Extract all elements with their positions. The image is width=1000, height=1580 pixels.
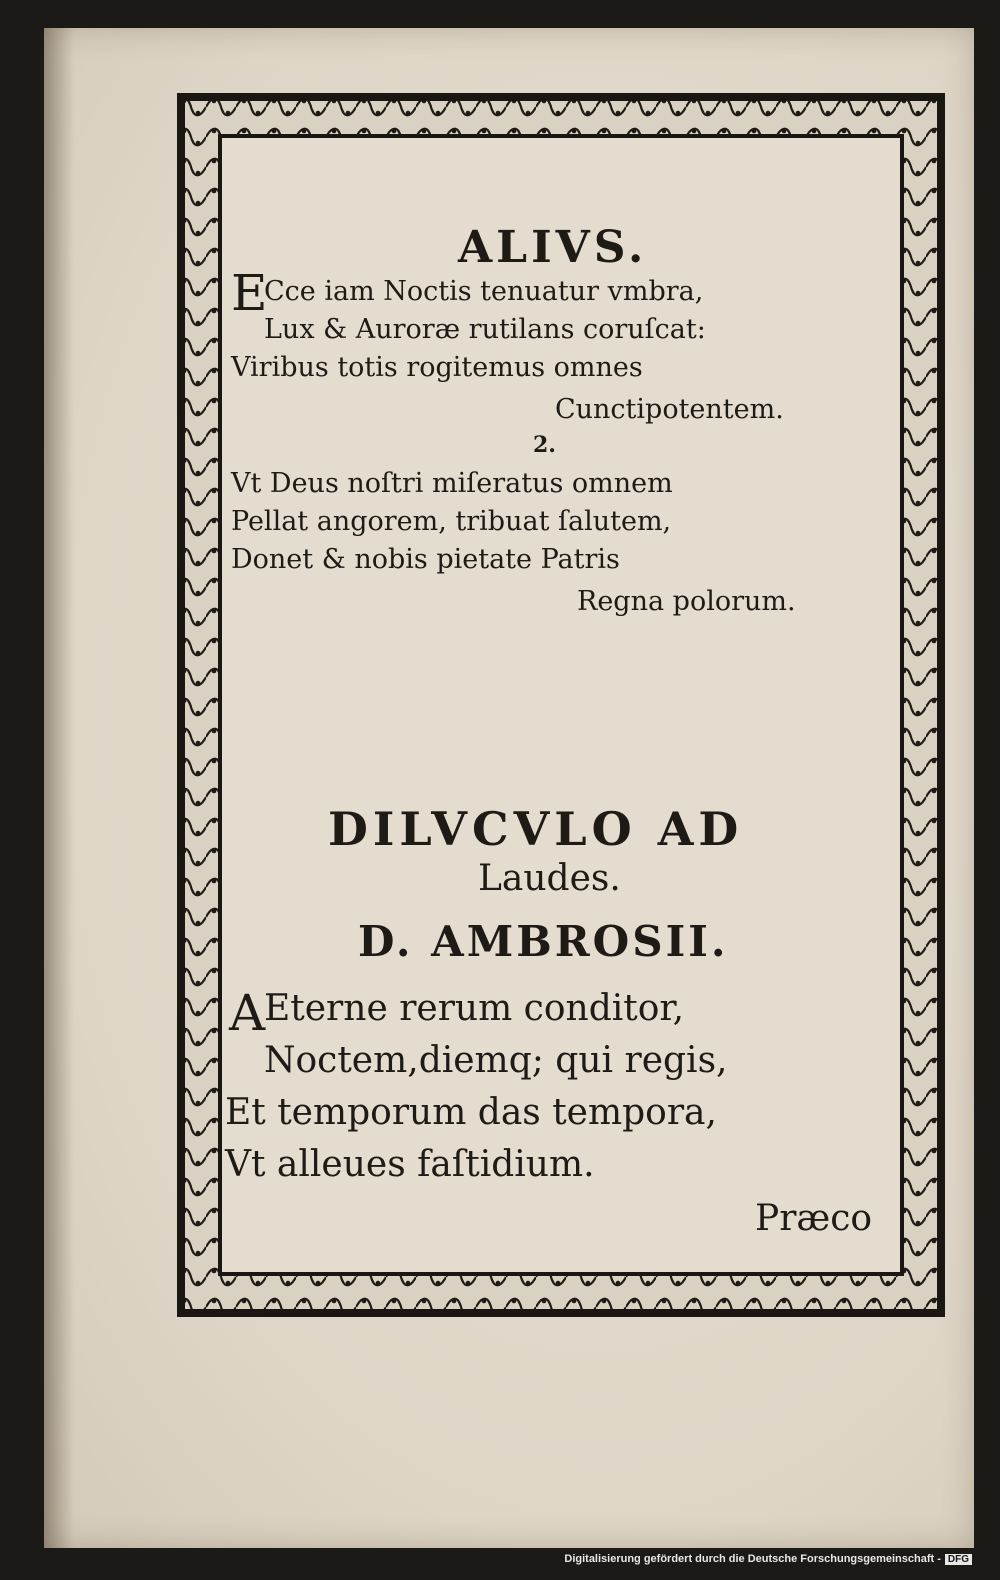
ornamental-border-frame (176, 92, 946, 1318)
poem1-line-2: Lux & Auroræ rutilans coruſcat: (264, 314, 706, 345)
footer-text: Digitalisierung gefördert durch die Deutsche Forschungsgemeinschaft - (564, 1553, 941, 1565)
binding-hole (984, 1062, 994, 1072)
binding-hole (984, 1156, 994, 1166)
dfg-logo-icon: DFG (945, 1554, 972, 1565)
poem2-author: D. AMBROSII. (358, 917, 729, 966)
poem1-title: ALIVS. (458, 222, 648, 273)
poem2-dropcap: A (229, 984, 266, 1042)
page-text-block (225, 142, 891, 1272)
poem2-subtitle: Laudes. (478, 858, 621, 899)
page-spine-shadow (44, 28, 74, 1548)
poem1-dropcap: E (231, 264, 268, 322)
poem1-line-1: Cce iam Noctis tenuatur vmbra, (264, 276, 704, 307)
poem1-line-8: Regna polorum. (577, 586, 796, 617)
poem1-line-4: Cunctipotentem. (555, 394, 784, 425)
catchword: Præco (755, 1198, 873, 1239)
poem1-line-5: Vt Deus noſtri miſeratus omnem (231, 468, 673, 499)
book-page (44, 28, 974, 1548)
poem1-line-3: Viribus totis rogitemus omnes (231, 352, 643, 383)
poem2-line-4: Vt alleues faſtidium. (225, 1144, 595, 1185)
poem1-line-7: Donet & nobis pietate Patris (231, 544, 620, 575)
poem2-line-2: Noctem,diemq; qui regis, (264, 1040, 728, 1081)
poem1-line-6: Pellat angorem, tribuat ſalutem, (231, 506, 672, 537)
poem2-line-1: Eterne rerum conditor, (264, 988, 685, 1029)
poem2-title: DILVCVLO AD (328, 802, 744, 856)
poem2-line-3: Et temporum das tempora, (225, 1092, 717, 1133)
footer-credit (564, 1553, 972, 1565)
stanza-number: 2. (533, 432, 556, 458)
